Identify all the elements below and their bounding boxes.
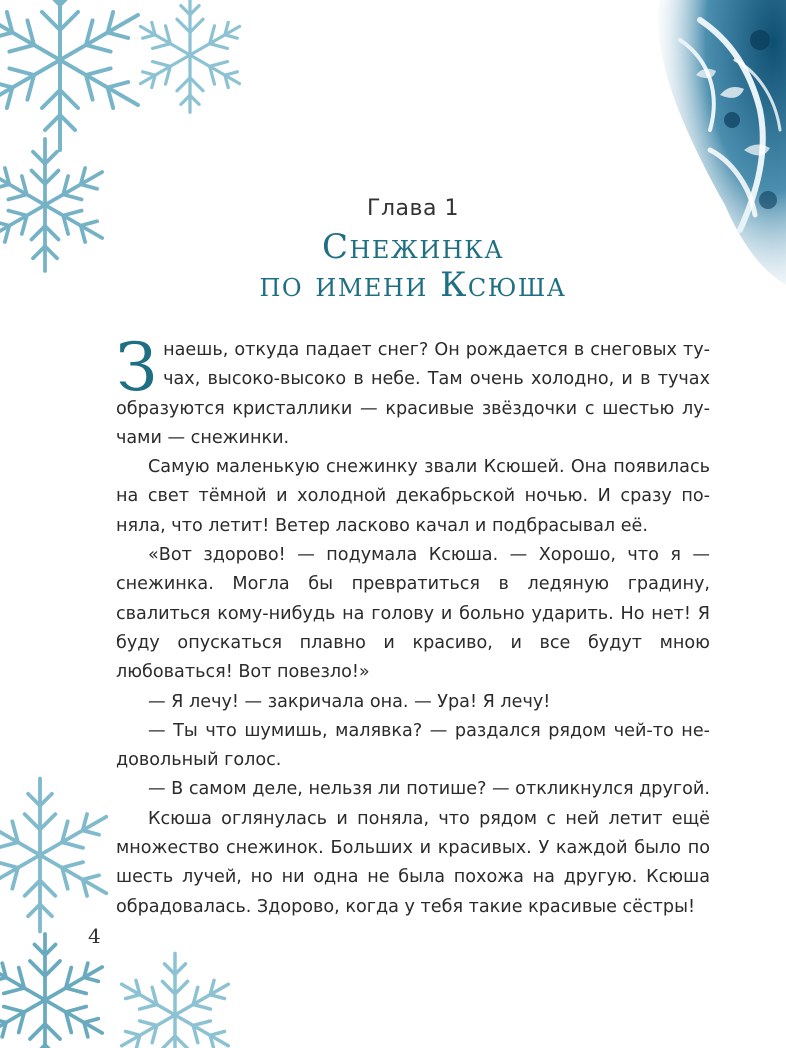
chapter-title (0, 228, 786, 304)
page-number: 4 (88, 924, 101, 948)
paragraph: «Вот здорово! — подумала Ксюша. — Хорошо, что я — снежинка. Могла бы превратиться в ледяную градину, свалиться кому-нибудь на голову и больно ударить. Но нет! Я буду опускаться плавно и красиво, и все будут мною любоваться! Вот повезло!» (116, 545, 710, 683)
snowflake-icon (125, 0, 255, 120)
chapter-title-line: Снежинка (321, 227, 505, 267)
paragraph: Ксюша оглянулась и поняла, что рядом с ней летит ещё множество снежинок. Больших и красивых. У каждой было по шесть лучей, но ни одна не была похожа на другую. Ксюша обрадовалась. Здорово, когда у тебя такие красивые сёстры! (116, 808, 710, 917)
paragraph: — Ты что шумишь, малявка? — раздался рядом чей-то недовольный голос. (116, 720, 710, 771)
drop-cap: З (116, 329, 158, 406)
chapter-body (116, 329, 710, 922)
snowflake-icon (105, 945, 245, 1048)
paragraph: — Я лечу! — закричала она. — Ура! Я лечу! (148, 691, 551, 712)
paragraph: Самую маленькую снежинку звали Ксюшей. Она появилась на свет тёмной и холодной декабрьской ночью. И сразу поняла, что летит! Ветер ласково качал и подбрасывал её. (116, 457, 710, 536)
chapter-label: Глава 1 (367, 196, 459, 221)
snowflake-icon (0, 925, 120, 1048)
paragraph-text: наешь, откуда падает снег? Он рождается в снеговых тучах, высоко-высоко в небе. Там очень холодно, и в тучах образуются кристаллики — красивые звёздочки с шестью лучами — снежинки. (116, 340, 710, 448)
paragraph: — В самом деле, нельзя ли потише? — откликнулся другой. (148, 779, 710, 800)
snowflake-icon (0, 770, 125, 940)
chapter-title-line: по имени Ксюша (259, 265, 567, 305)
snowflake-icon (0, 0, 160, 160)
paragraph (116, 329, 710, 453)
